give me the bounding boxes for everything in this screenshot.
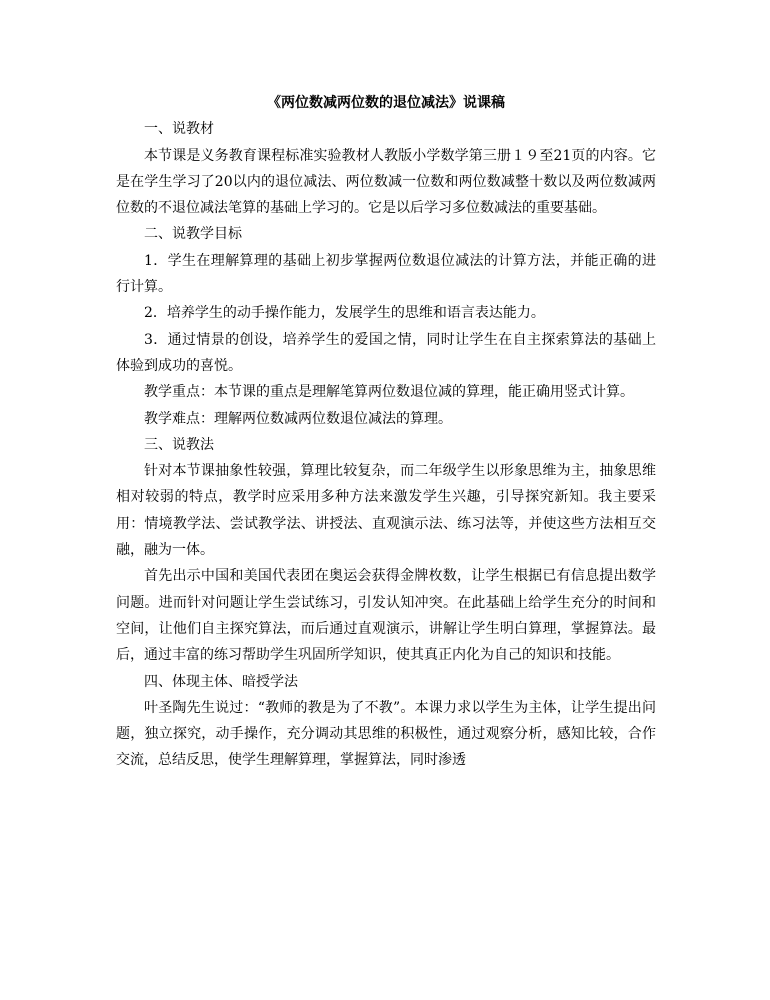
key-point-paragraph: 教学重点：本节课的重点是理解笔算两位数退位减的算理，能正确用竖式计算。 (144, 384, 634, 401)
section-heading-teaching-material: 一、说教材 (144, 121, 214, 138)
document-title: 《两位数减两位数的退位减法》说课稿 (267, 95, 505, 111)
section-heading-teaching-methods: 三、说教法 (144, 436, 214, 453)
paragraph-learning-methods: 叶圣陶先生说过：“教师的教是为了不教”。本课力求以学生为主体，让学生提出问题，独立探究，动手操作，充分调动其思维的积极性，通过观察分析，感知比较，合作交流，总结反思，使学生理解算理，掌握算法，同时渗透 (116, 699, 656, 769)
paragraph-teaching-methods: 针对本节课抽象性较强，算理比较复杂，而二年级学生以形象思维为主，抽象思维相对较弱的特点，教学时应采用多种方法来激发学生兴趣，引导探究新知。我主要采用：情境教学法、尝试教学法、讲授法、直观演示法、练习法等，并使这些方法相互交融，融为一体。 (116, 463, 656, 559)
section-heading-teaching-goals: 二、说教学目标 (144, 226, 242, 243)
section-heading-learning-methods: 四、体现主体、暗授学法 (144, 673, 298, 690)
document-body (116, 90, 656, 774)
paragraph-teaching-process: 首先出示中国和美国代表团在奥运会获得金牌枚数，让学生根据已有信息提出数学问题。进而针对问题让学生尝试练习，引发认知冲突。在此基础上给学生充分的时间和空间，让他们自主探究算法，而后通过直观演示，讲解让学生明白算理，掌握算法。最后，通过丰富的练习帮助学生巩固所学知识，使其真正内化为自己的知识和技能。 (116, 568, 656, 664)
paragraph-teaching-material: 本节课是义务教育课程标准实验教材人教版小学数学第三册１９至21页的内容。它是在学生学习了20以内的退位减法、两位数减一位数和两位数减整十数以及两位数减两位数的不退位减法笔算的基础上学习的。它是以后学习多位数减法的重要基础。 (116, 147, 656, 217)
goal-item-2: 2．培养学生的动手操作能力，发展学生的思维和语言表达能力。 (144, 305, 545, 322)
goal-item-3: 3．通过情景的创设，培养学生的爱国之情，同时让学生在自主探索算法的基础上体验到成功的喜悦。 (116, 331, 656, 374)
goal-item-1: 1．学生在理解算理的基础上初步掌握两位数退位减法的计算方法，并能正确的进行计算。 (116, 252, 656, 296)
difficulty-paragraph: 教学难点：理解两位数减两位数退位减法的算理。 (144, 410, 452, 427)
